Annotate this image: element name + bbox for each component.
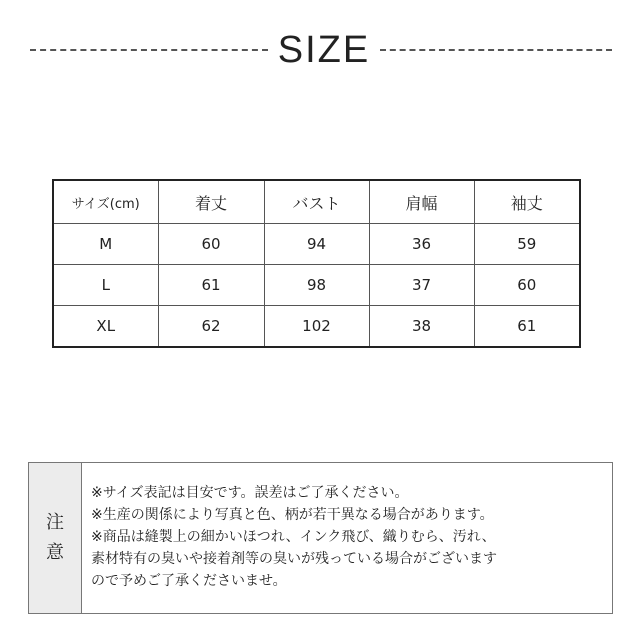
header-size-cm: サイズ(cm) <box>53 180 158 224</box>
page-title: SIZE <box>277 29 371 71</box>
row-shoulder-value: 36 <box>369 224 474 265</box>
notice-box <box>28 462 613 614</box>
row-shoulder-value: 38 <box>369 306 474 348</box>
row-length-value: 62 <box>158 306 264 348</box>
notice-line: 素材特有の臭いや接着剤等の臭いが残っている場合がございます <box>91 551 497 567</box>
table-row <box>53 224 580 265</box>
notice-label-char: 注 <box>46 512 64 533</box>
header-shoulder: 肩幅 <box>369 180 474 224</box>
row-sleeve-value: 61 <box>474 306 580 348</box>
header-bust: バスト <box>264 180 369 224</box>
row-size-label: L <box>53 265 158 306</box>
row-size-label: XL <box>53 306 158 348</box>
row-bust-value: 98 <box>264 265 369 306</box>
right-dashed-line <box>380 49 612 51</box>
row-sleeve-value: 60 <box>474 265 580 306</box>
row-shoulder-value: 37 <box>369 265 474 306</box>
notice-line: ※生産の関係により写真と色、柄が若干異なる場合があります。 <box>91 507 494 523</box>
notice-body <box>82 463 612 613</box>
size-table <box>52 179 581 348</box>
table-row <box>53 306 580 348</box>
table-row <box>53 265 580 306</box>
title-row <box>0 26 640 74</box>
notice-line: ※サイズ表記は目安です。誤差はご了承ください。 <box>91 485 409 501</box>
left-dashed-line <box>30 49 268 51</box>
header-length: 着丈 <box>158 180 264 224</box>
row-length-value: 61 <box>158 265 264 306</box>
row-bust-value: 102 <box>264 306 369 348</box>
notice-label <box>29 463 82 613</box>
notice-line: ※商品は縫製上の細かいほつれ、インク飛び、織りむら、汚れ、 <box>91 529 496 545</box>
row-bust-value: 94 <box>264 224 369 265</box>
table-header-row <box>53 180 580 224</box>
row-length-value: 60 <box>158 224 264 265</box>
row-size-label: M <box>53 224 158 265</box>
row-sleeve-value: 59 <box>474 224 580 265</box>
notice-label-char: 意 <box>46 542 64 563</box>
header-sleeve: 袖丈 <box>474 180 580 224</box>
notice-line: ので予めご了承くださいませ。 <box>91 573 287 589</box>
